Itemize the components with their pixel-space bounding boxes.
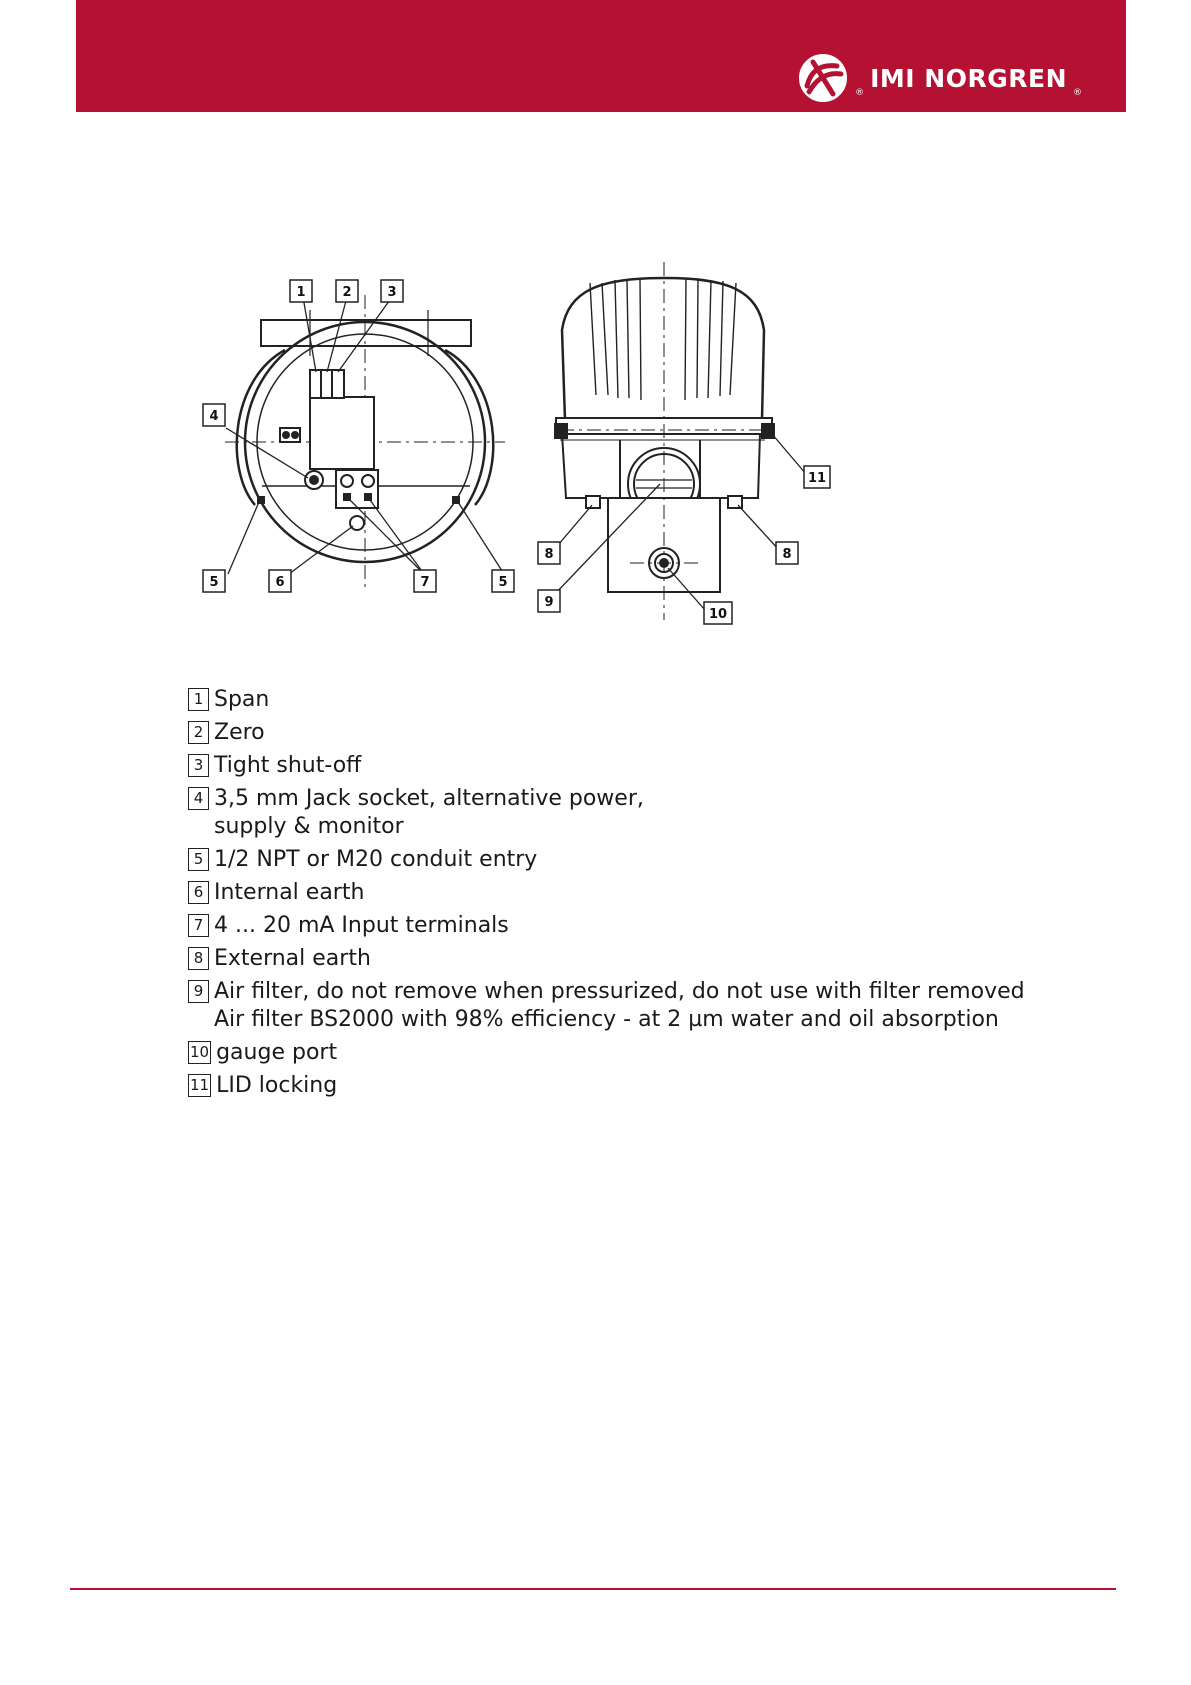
callout-1 [290,280,312,302]
legend-number: 5 [188,848,209,871]
callout-10 [704,602,732,624]
legend-item [188,1039,1025,1067]
legend-text: Air filter, do not remove when pressurized, do not use with filter removed Air filter BS2000 with 98% efficiency - at 2 µm water and oil absorption [214,979,1025,1032]
callout-2 [336,280,358,302]
housing-side-view [553,262,806,620]
svg-text:7: 7 [420,575,430,590]
legend-list [188,686,1025,1100]
legend-number: 9 [188,980,209,1003]
svg-text:3: 3 [387,285,397,300]
legend-number: 2 [188,721,209,744]
housing-front-view [225,295,508,590]
legend-item [188,686,1025,714]
legend-item [188,719,1025,747]
legend-item [188,912,1025,940]
legend-text: 4 ... 20 mA Input terminals [214,913,509,938]
legend-text: 1/2 NPT or M20 conduit entry [214,847,538,872]
svg-text:10: 10 [708,607,728,622]
brand-name: IMI NORGREN [870,63,1067,93]
callout-4 [203,404,225,426]
legend-item [188,978,1025,1034]
svg-text:8: 8 [782,547,792,562]
legend-item [188,879,1025,907]
svg-text:2: 2 [342,285,352,300]
legend-number: 3 [188,754,209,777]
svg-text:9: 9 [544,595,554,610]
legend-text: Zero [214,720,265,745]
legend-text: LID locking [216,1073,338,1098]
svg-text:5: 5 [209,575,219,590]
callout-5-left [203,570,225,592]
legend-number: 11 [188,1074,211,1097]
registered-mark-2: ® [1073,88,1082,98]
svg-text:5: 5 [498,575,508,590]
legend-item [188,752,1025,780]
callout-11 [804,466,830,488]
callout-9 [538,590,560,612]
footer-divider [70,1588,1116,1590]
svg-text:1: 1 [296,285,306,300]
callout-6 [269,570,291,592]
legend-text: Span [214,687,270,712]
legend-item [188,846,1025,874]
positioner-diagram [0,0,1191,660]
callout-3 [381,280,403,302]
svg-text:4: 4 [209,409,219,424]
callout-7 [414,570,436,592]
legend-text: External earth [214,946,371,971]
callout-8-left [538,542,560,564]
legend-number: 1 [188,688,209,711]
legend-number: 7 [188,914,209,937]
svg-text:11: 11 [807,471,827,486]
legend-number: 6 [188,881,209,904]
legend-text: Tight shut-off [214,753,362,778]
callout-8-right [776,542,798,564]
legend-item [188,785,1025,841]
legend-number: 4 [188,787,209,810]
callout-5-right [492,570,514,592]
legend-text: Internal earth [214,880,365,905]
legend-text: 3,5 mm Jack socket, alternative power, supply & monitor [214,786,644,839]
svg-text:6: 6 [275,575,285,590]
legend-text: gauge port [216,1040,338,1065]
registered-mark: ® [855,88,865,98]
legend-number: 8 [188,947,209,970]
legend-item [188,945,1025,973]
legend-item [188,1072,1025,1100]
legend-number: 10 [188,1041,211,1064]
svg-text:8: 8 [544,547,554,562]
